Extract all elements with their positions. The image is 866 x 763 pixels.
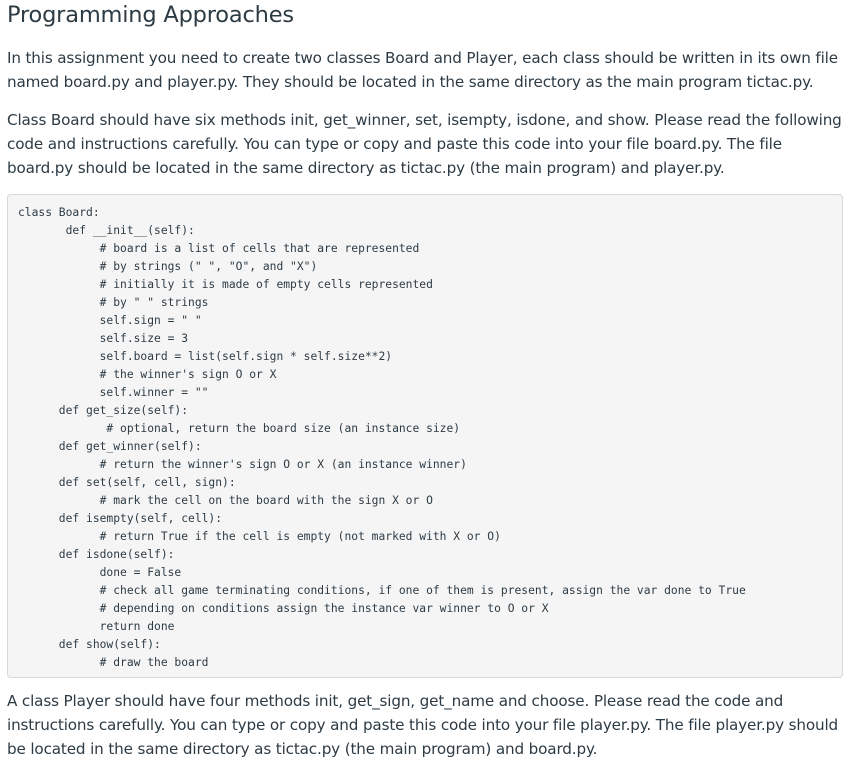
intro-paragraph: In this assignment you need to create two classes Board and Player, each class should be written in its own file named board.py and player.py. They should be located in the same directory as the main program tictac.py.: [7, 49, 838, 91]
code-line: def isempty(self, cell):: [18, 512, 223, 525]
code-line: return done: [18, 620, 175, 633]
code-line: # the winner's sign O or X: [18, 368, 277, 381]
code-line: self.size = 3: [18, 332, 189, 345]
page-title: Programming Approaches: [7, 2, 294, 28]
code-line: done = False: [18, 566, 182, 579]
code-line: def set(self, cell, sign):: [18, 476, 236, 489]
code-line: # initially it is made of empty cells represented: [18, 278, 433, 291]
code-line: # return the winner's sign O or X (an instance winner): [18, 458, 467, 471]
code-line: # by strings (" ", "O", and "X"): [18, 260, 318, 273]
code-line: class Board:: [18, 206, 100, 219]
code-line: # mark the cell on the board with the sign X or O: [18, 494, 433, 507]
code-line: # draw the board: [18, 656, 209, 669]
assignment-page: [7, 0, 847, 761]
code-line: self.board = list(self.sign * self.size**2): [18, 350, 393, 363]
player-class-paragraph: A class Player should have four methods init, get_sign, get_name and choose. Please read the code and instructions carefully. You can type or copy and paste this code into your file player.py. The file player.py should be located in the same directory as tictac.py (the main program) and board.py.: [7, 692, 839, 758]
code-line: def show(self):: [18, 638, 161, 651]
code-line: # board is a list of cells that are represented: [18, 242, 420, 255]
code-line: # optional, return the board size (an instance size): [18, 422, 461, 435]
code-line: # return True if the cell is empty (not marked with X or O): [18, 530, 501, 543]
code-listing: [18, 204, 832, 672]
board-class-paragraph: Class Board should have six methods init, get_winner, set, isempty, isdone, and show. Please read the following code and instructions carefully. You can type or copy and paste this code into your file board.py. The file board.py should be located in the same directory as tictac.py (the main program) and player.py.: [7, 111, 842, 177]
code-line: def __init__(self):: [18, 224, 195, 237]
code-line: # depending on conditions assign the instance var winner to O or X: [18, 602, 549, 615]
code-line: self.winner = "": [18, 386, 209, 399]
code-line: def get_winner(self):: [18, 440, 202, 453]
code-line: def get_size(self):: [18, 404, 189, 417]
code-line: def isdone(self):: [18, 548, 175, 561]
code-line: self.sign = " ": [18, 314, 202, 327]
board-code-block: [7, 194, 843, 678]
code-line: # by " " strings: [18, 296, 209, 309]
code-line: # check all game terminating conditions, if one of them is present, assign the var done to True: [18, 584, 746, 597]
